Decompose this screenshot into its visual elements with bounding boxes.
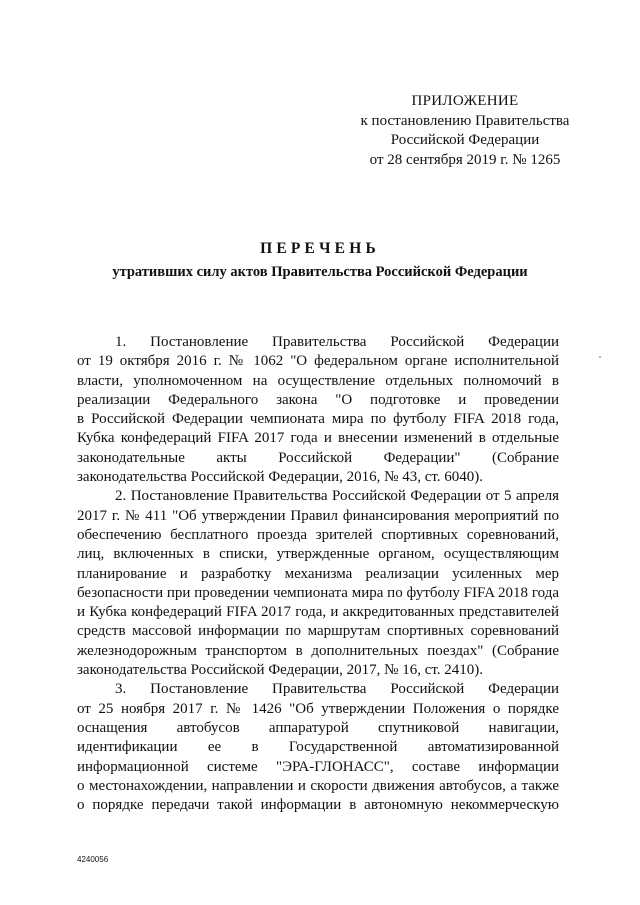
text-line: о местонахождении, направлении и скорости движения автобусов, а также [77, 777, 559, 794]
text-line: 1. Постановление Правительства Российской Федерации [115, 334, 559, 350]
text-line: средств массовой информации по маршрутам спортивных соревнований [77, 623, 559, 640]
text-line: в Российской Федерации чемпионата мира по футболу FIFA 2018 года, [77, 411, 559, 428]
text-line: Кубка конфедераций FIFA 2017 года и внесении изменений в отдельные [77, 430, 559, 447]
text-line: законодательства Российской Федерации, 2017, № 16, ст. 2410). [77, 662, 484, 679]
appendix-block [340, 92, 590, 170]
document-body [77, 333, 559, 815]
text-line: безопасности при проведении чемпионата мира по футболу FIFA 2018 года [77, 584, 559, 601]
text-line: 2017 г. № 411 "Об утверждении Правил финансирования мероприятий по [77, 507, 559, 524]
text-line: оснащения автобусов аппаратурой спутниковой навигации, [77, 719, 559, 736]
text-line: и Кубка конфедераций FIFA 2017 года, и аккредитованных представителей [77, 604, 559, 621]
appendix-title: ПРИЛОЖЕНИЕ [411, 93, 519, 109]
paragraph-2 [77, 487, 559, 680]
text-line: железнодорожным транспортом в дополнительных поездах" (Собрание [77, 642, 559, 659]
text-line: идентификации ее в Государственной автоматизированной [77, 739, 559, 756]
text-line: о порядке передачи такой информации в автономную некоммерческую [77, 797, 559, 814]
document-number: 4240056 [77, 855, 109, 864]
text-line: информационной системе "ЭРА-ГЛОНАСС", составе информации [77, 758, 559, 775]
scan-speck [599, 356, 601, 358]
paragraph-1 [77, 333, 559, 487]
text-line: от 25 ноября 2017 г. № 1426 "Об утверждении Положения о порядке [77, 700, 559, 717]
document-subtitle: утративших силу актов Правительства Российской Федерации [112, 264, 528, 280]
text-line: лиц, включенных в списки, утвержденные органом, осуществляющим [77, 546, 559, 563]
text-line: 2. Постановление Правительства Российской Федерации от 5 апреля [115, 488, 559, 505]
text-line: реализации Федерального закона "О подготовке и проведении [77, 391, 559, 408]
text-line: от 19 октября 2016 г. № 1062 "О федеральном органе исполнительной [77, 353, 559, 370]
text-line: 3. Постановление Правительства Российской Федерации [115, 681, 559, 698]
text-line: законодательства Российской Федерации, 2016, № 43, ст. 6040). [77, 469, 484, 486]
paragraph-3 [77, 680, 559, 815]
document-title: ПЕРЕЧЕНЬ [260, 240, 380, 257]
text-line: обеспечению бесплатного проезда зрителей спортивных соревнований, [77, 526, 559, 543]
text-line: власти, уполномоченном на осуществление отдельных полномочий в [77, 372, 559, 389]
appendix-line: к постановлению Правительства [360, 112, 570, 129]
appendix-date-number: от 28 сентября 2019 г. № 1265 [369, 151, 561, 168]
appendix-line: Российской Федерации [390, 132, 540, 148]
text-line: планирование и разработку механизма реализации усиленных мер [77, 565, 559, 582]
text-line: законодательные акты Российской Федерации" (Собрание [77, 449, 559, 466]
